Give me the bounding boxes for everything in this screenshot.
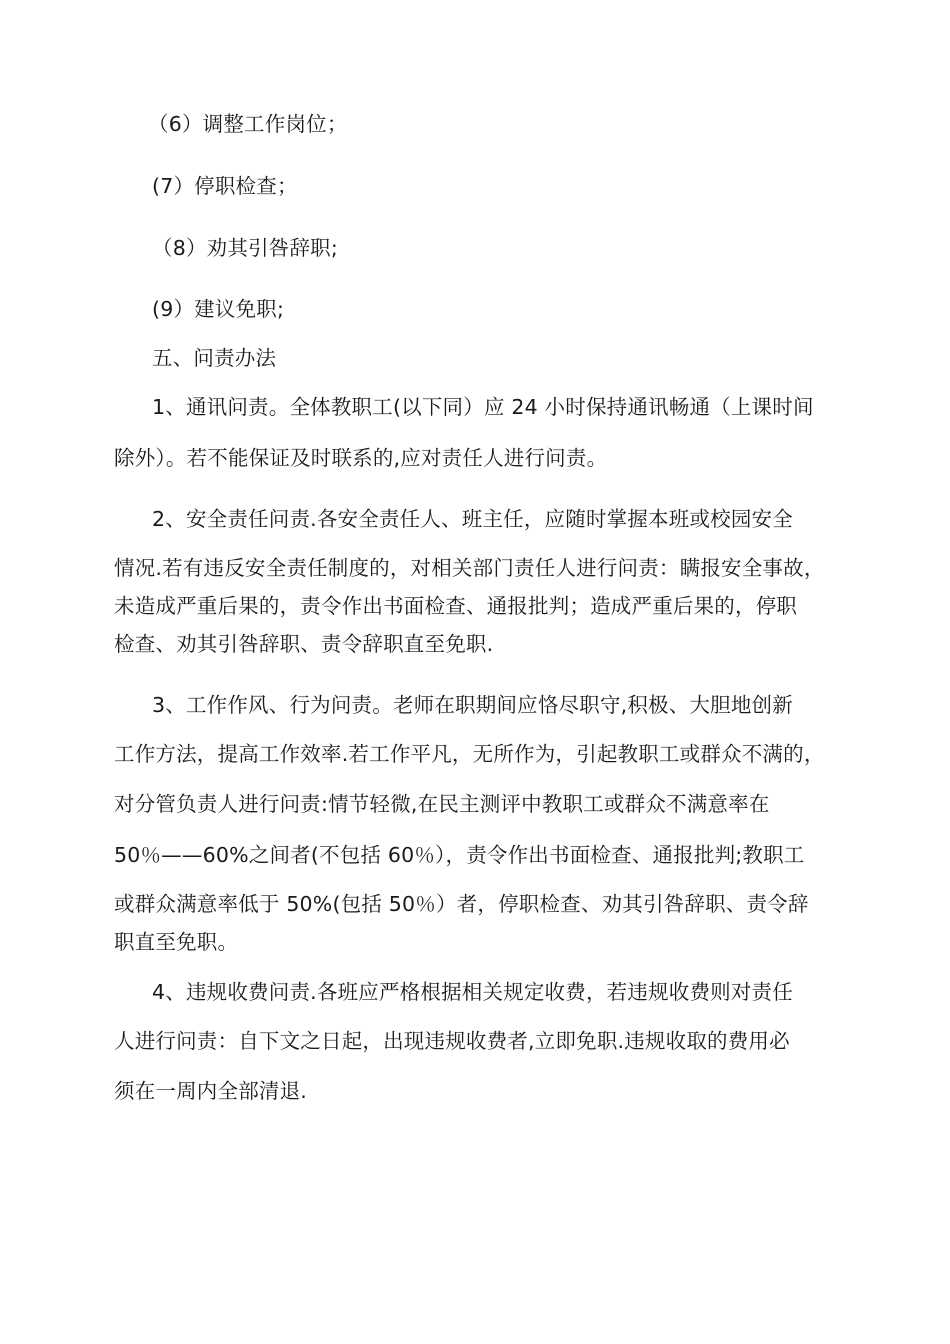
paragraph-2-line-4: 检查、劝其引咎辞职、责令辞职直至免职. [114,632,494,656]
list-item-8: （8）劝其引咎辞职; [152,236,338,260]
paragraph-2-line-3: 未造成严重后果的，责令作出书面检查、通报批判；造成严重后果的，停职 [114,594,798,618]
paragraph-3-line-2: 工作方法，提高工作效率.若工作平凡，无所作为，引起教职工或群众不满的， [114,742,825,766]
paragraph-1-line-2: 除外）。若不能保证及时联系的,应对责任人进行问责。 [114,446,608,470]
list-item-9: (9）建议免职; [152,297,285,321]
paragraph-3-line-1: 3、工作作风、行为问责。老师在职期间应恪尽职守,积极、大胆地创新 [152,693,793,717]
list-item-6: （6）调整工作岗位； [148,112,348,136]
list-item-7: (7）停职检查； [152,174,298,198]
paragraph-3-line-6: 职直至免职。 [114,930,239,954]
paragraph-4-line-1: 4、违规收费问责.各班应严格根据相关规定收费，若违规收费则对责任 [152,980,793,1004]
paragraph-2-line-2: 情况.若有违反安全责任制度的，对相关部门责任人进行问责：瞒报安全事故， [114,556,825,580]
paragraph-4-line-2: 人进行问责：自下文之日起，出现违规收费者,立即免职.违规收取的费用必 [114,1029,790,1053]
paragraph-2-line-1: 2、安全责任问责.各安全责任人、班主任，应随时掌握本班或校园安全 [152,507,793,531]
paragraph-4-line-3: 须在一周内全部清退. [114,1079,308,1103]
paragraph-1-line-1: 1、通讯问责。全体教职工(以下同）应 24 小时保持通讯畅通（上课时间 [152,395,814,419]
paragraph-3-line-5: 或群众满意率低于 50%(包括 50％）者，停职检查、劝其引咎辞职、责令辞 [114,892,809,916]
paragraph-3-line-3: 对分管负责人进行问责:情节轻微,在民主测评中教职工或群众不满意率在 [114,792,770,816]
section-heading: 五、问责办法 [152,346,277,370]
paragraph-3-line-4: 50％——60%之间者(不包括 60％），责令作出书面检查、通报批判;教职工 [114,843,805,867]
